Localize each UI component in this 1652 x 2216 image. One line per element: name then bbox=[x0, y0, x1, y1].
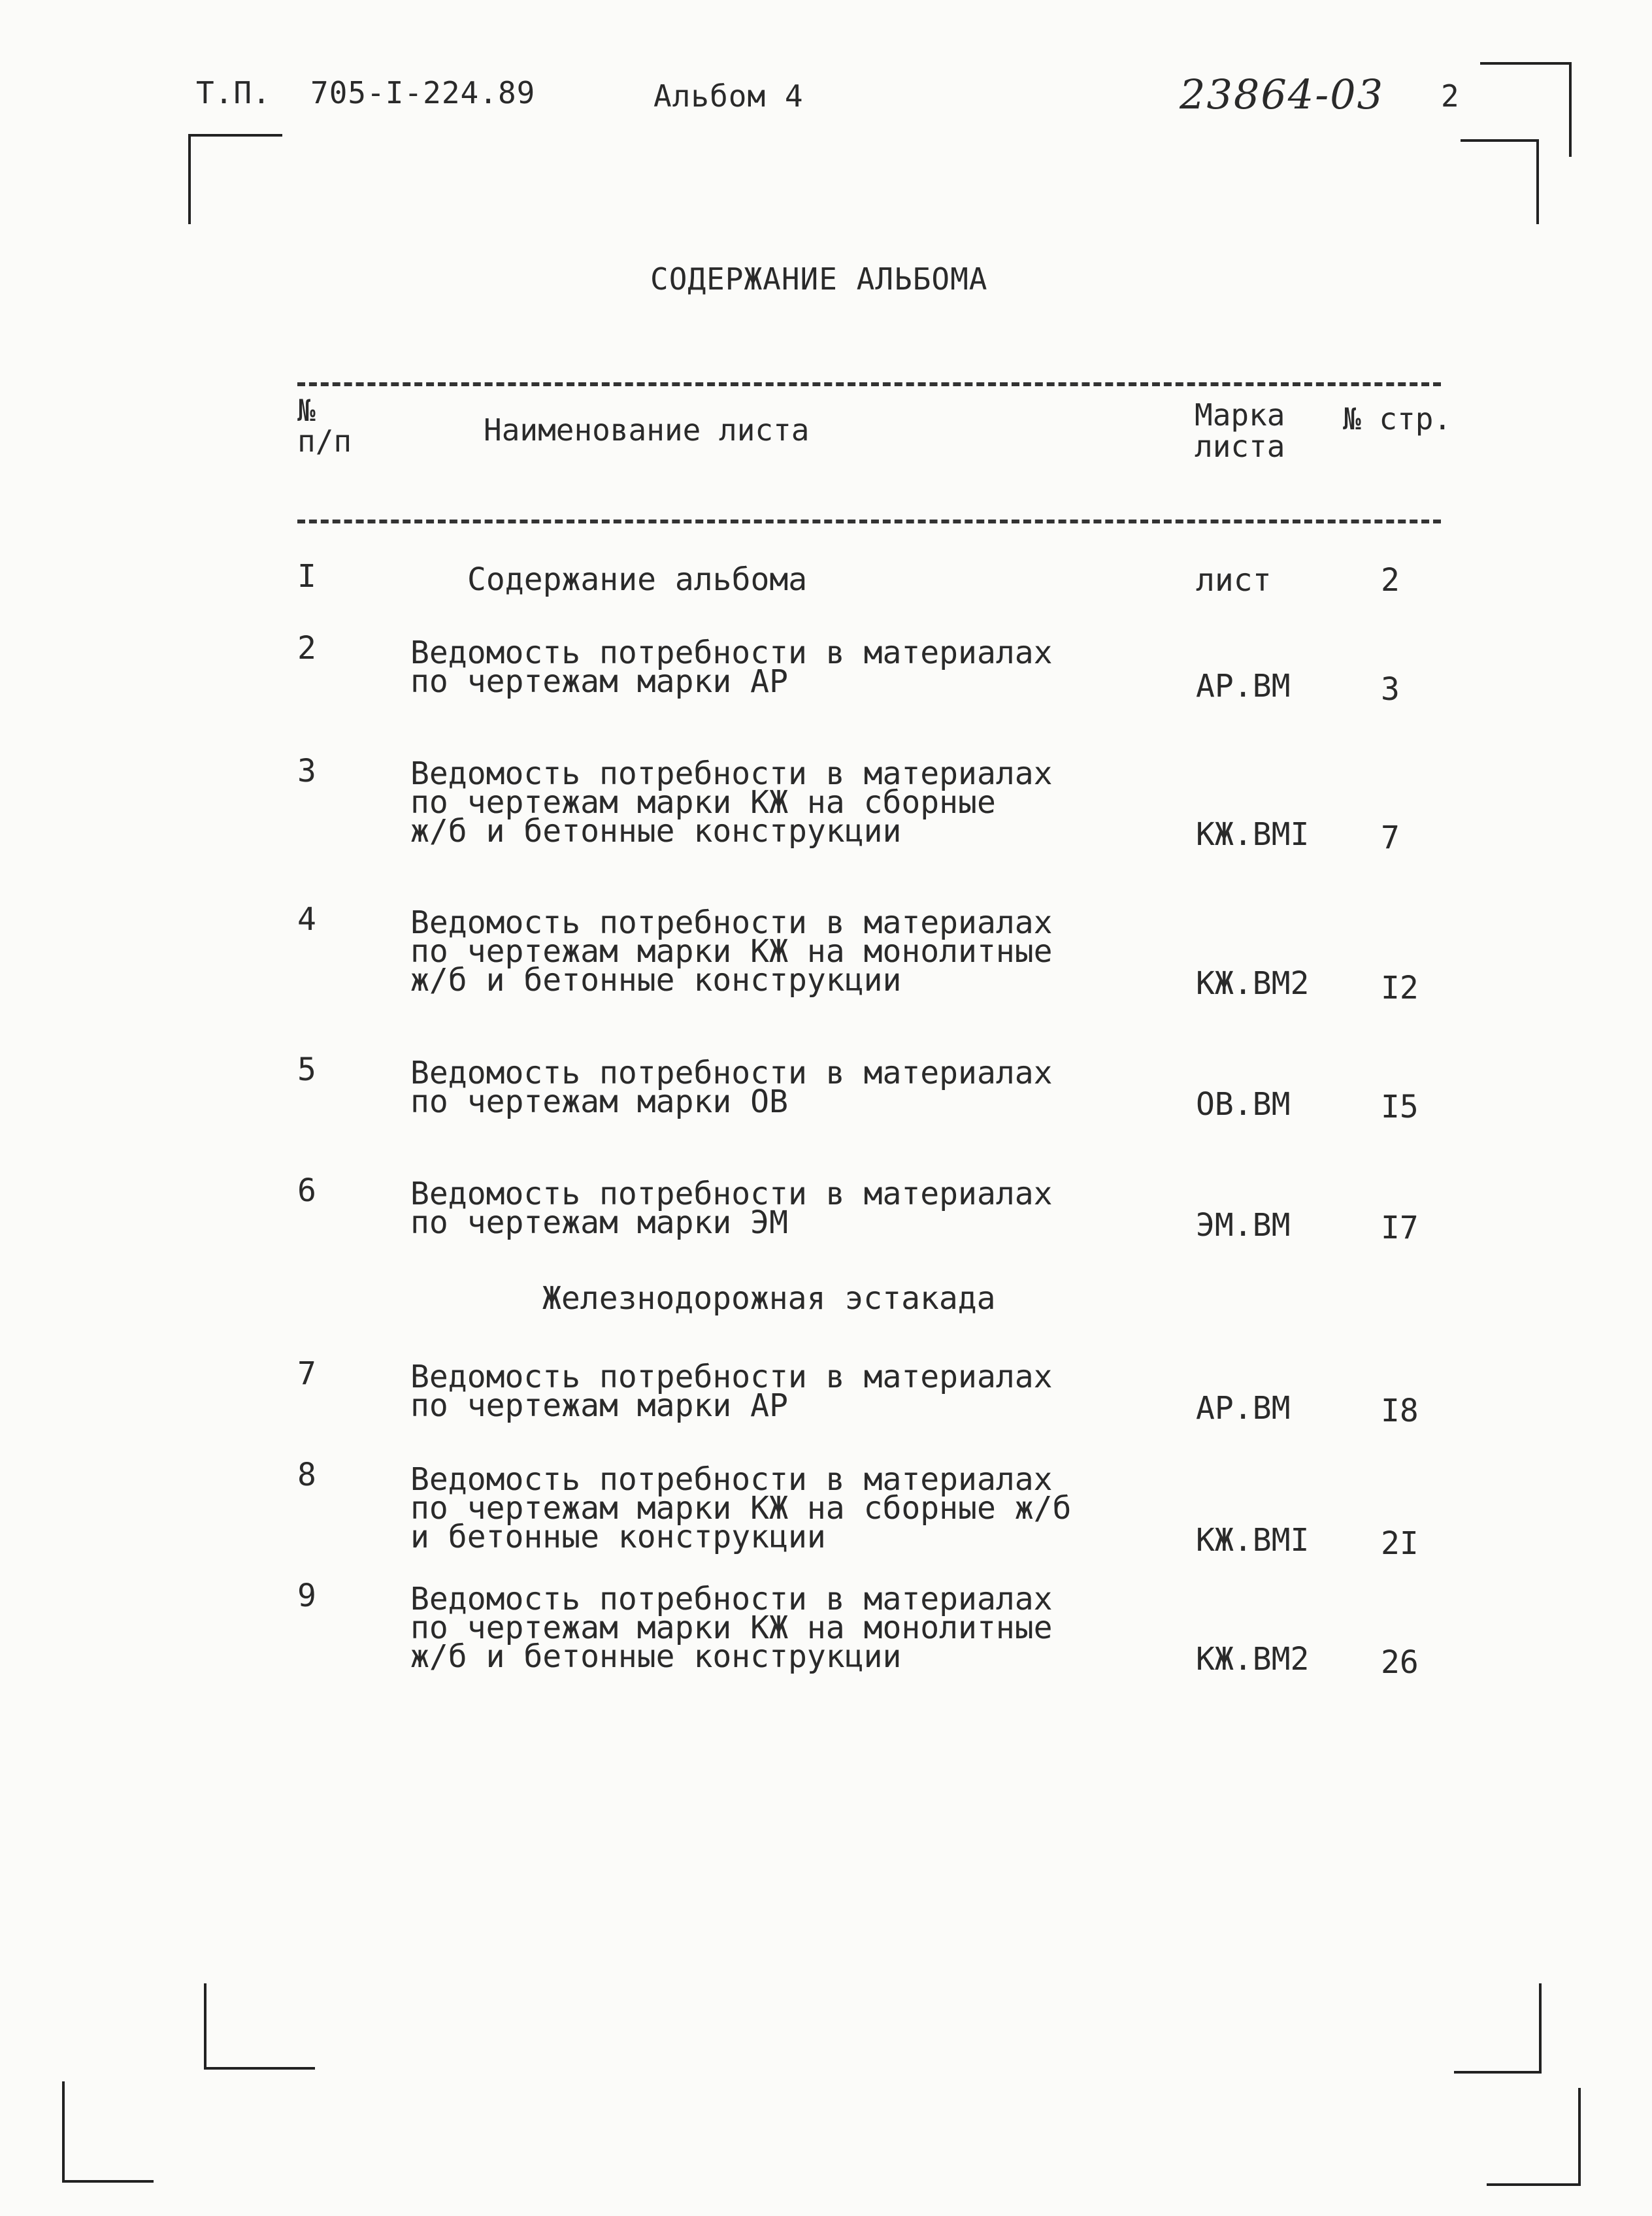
col-page: № стр. bbox=[1343, 401, 1452, 437]
row-mark: АР.ВМ bbox=[1196, 668, 1291, 704]
row-page: I8 bbox=[1381, 1393, 1419, 1429]
row-name-line: ж/б и бетонные конструкции bbox=[410, 962, 902, 999]
row-num: 5 bbox=[297, 1051, 316, 1088]
row-name-line: ж/б и бетонные конструкции bbox=[410, 1638, 902, 1675]
row-num: 9 bbox=[297, 1578, 316, 1614]
row-mark: КЖ.ВМI bbox=[1196, 816, 1310, 853]
row-name-line: Ведомость потребности в материалах bbox=[410, 635, 1053, 671]
row-page: 26 bbox=[1381, 1644, 1419, 1681]
row-name-line: и бетонные конструкции bbox=[410, 1519, 826, 1555]
row-name-line: Ведомость потребности в материалах bbox=[410, 1359, 1053, 1395]
row-mark: КЖ.ВМ2 bbox=[1196, 965, 1310, 1002]
row-mark: КЖ.ВМI bbox=[1196, 1522, 1310, 1559]
section-heading: Железнодорожная эстакада bbox=[542, 1280, 996, 1317]
row-page: 3 bbox=[1381, 671, 1400, 708]
row-num: I bbox=[297, 558, 316, 595]
row-name-line: по чертежам марки АР bbox=[410, 1387, 788, 1424]
inventory-number: 23864-03 bbox=[1180, 71, 1385, 118]
row-mark: ОВ.ВМ bbox=[1196, 1086, 1291, 1123]
row-name-line: ж/б и бетонные конструкции bbox=[410, 813, 902, 850]
row-page: 2 bbox=[1381, 562, 1400, 599]
row-name-line: по чертежам марки ЭМ bbox=[410, 1204, 788, 1241]
row-num: 7 bbox=[297, 1355, 316, 1392]
row-page: I7 bbox=[1381, 1210, 1419, 1246]
row-page: 2I bbox=[1381, 1525, 1419, 1562]
header-bottom-rule bbox=[297, 520, 1441, 523]
row-name-line: по чертежам марки АР bbox=[410, 663, 788, 700]
album-label: Альбом 4 bbox=[653, 78, 804, 114]
row-name-line: по чертежам марки КЖ на сборные bbox=[410, 784, 996, 821]
row-name-line: по чертежам марки КЖ на сборные ж/б bbox=[410, 1490, 1072, 1527]
col-name: Наименование листа bbox=[484, 412, 810, 448]
row-page: 7 bbox=[1381, 819, 1400, 856]
col-mark-line2: листа bbox=[1195, 429, 1285, 464]
row-name-line: по чертежам марки КЖ на монолитные bbox=[410, 933, 1053, 970]
page-number: 2 bbox=[1441, 78, 1460, 114]
row-num: 3 bbox=[297, 753, 316, 789]
row-num: 4 bbox=[297, 901, 316, 938]
row-name-line: Ведомость потребности в материалах bbox=[410, 904, 1053, 941]
row-name-line: Ведомость потребности в материалах bbox=[410, 1055, 1053, 1091]
doc-code: 705-I-224.89 bbox=[310, 75, 536, 110]
page-title: СОДЕРЖАНИЕ АЛЬБОМА bbox=[650, 261, 988, 297]
col-num-line1: № bbox=[297, 393, 316, 428]
row-num: 6 bbox=[297, 1172, 316, 1209]
row-name-line: по чертежам марки КЖ на монолитные bbox=[410, 1610, 1053, 1646]
row-mark: АР.ВМ bbox=[1196, 1390, 1291, 1427]
row-page: I5 bbox=[1381, 1089, 1419, 1125]
row-name-line: Ведомость потребности в материалах bbox=[410, 1176, 1053, 1212]
row-mark: лист bbox=[1196, 562, 1272, 599]
col-mark-line1: Марка bbox=[1195, 397, 1285, 433]
row-name-line: Ведомость потребности в материалах bbox=[410, 1581, 1053, 1617]
header-top-rule bbox=[297, 382, 1441, 386]
row-page: I2 bbox=[1381, 970, 1419, 1006]
row-name-line: по чертежам марки ОВ bbox=[410, 1083, 788, 1120]
row-mark: КЖ.ВМ2 bbox=[1196, 1641, 1310, 1678]
row-num: 8 bbox=[297, 1457, 316, 1493]
row-name-line: Ведомость потребности в материалах bbox=[410, 1461, 1053, 1498]
row-name-line: Содержание альбома bbox=[467, 561, 808, 598]
row-num: 2 bbox=[297, 630, 316, 667]
row-name-line: Ведомость потребности в материалах bbox=[410, 755, 1053, 792]
col-num-line2: п/п bbox=[297, 423, 352, 459]
doc-code-prefix: Т.П. bbox=[196, 75, 271, 110]
row-mark: ЭМ.ВМ bbox=[1196, 1207, 1291, 1244]
